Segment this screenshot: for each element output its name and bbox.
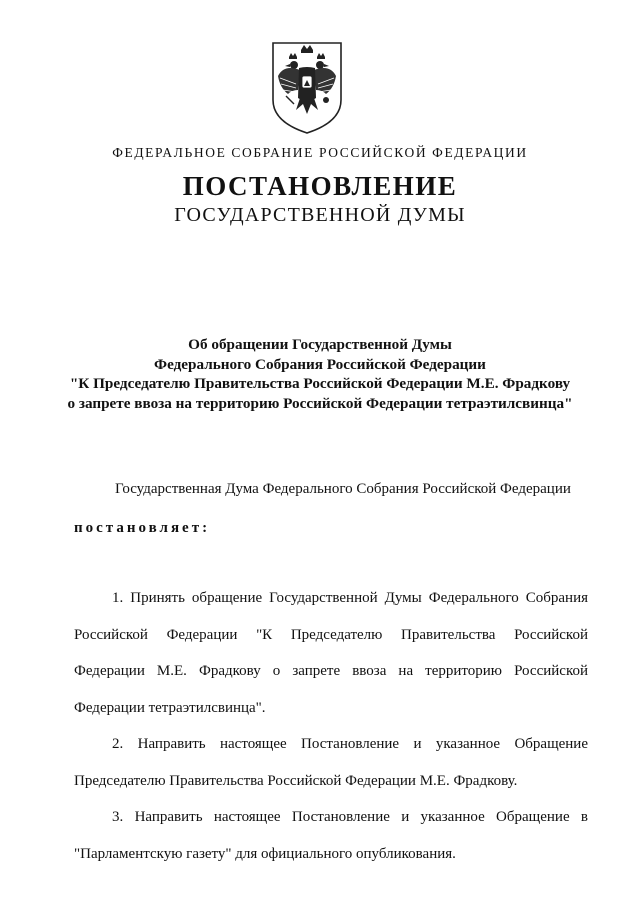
- subject-line: Об обращении Государственной Думы: [188, 336, 452, 353]
- document-subject: [0, 335, 640, 413]
- preamble-text: Государственная Дума Федерального Собрания Российской Федерации: [115, 481, 571, 497]
- resolves-text: постановляет:: [74, 520, 211, 536]
- issuing-body-title: ГОСУДАРСТВЕННОЙ ДУМЫ: [174, 204, 466, 226]
- subject-line: "К Председателю Правительства Российской Федерации М.Е. Фрадкову: [69, 375, 571, 392]
- organization-header: ФЕДЕРАЛЬНОЕ СОБРАНИЕ РОССИЙСКОЙ ФЕДЕРАЦИИ: [112, 145, 528, 160]
- clause-3: 3. Направить настоящее Постановление и указанное Обращение в "Парламентскую газету" для официального опубликования.: [74, 809, 588, 862]
- resolution-clauses: [74, 580, 588, 872]
- subject-line: Федерального Собрания Российской Федерации: [154, 355, 486, 373]
- document-type-title: ПОСТАНОВЛЕНИЕ: [182, 171, 458, 201]
- clause-1: 1. Принять обращение Государственной Думы Федерального Собрания Российской Федерации "К Председателю Правительства Российской Федерации М.Е. Фрадкову о запрете ввоза на территорию Российской Федерации тетраэтилсвинца".: [74, 590, 588, 716]
- coat-of-arms-icon: [270, 40, 344, 136]
- clause-2: 2. Направить настоящее Постановление и указанное Обращение Председателю Правительства Российской Федерации М.Е. Фрадкову.: [74, 736, 588, 789]
- subject-line: о запрете ввоза на территорию Российской Федерации тетраэтилсвинца": [67, 394, 573, 412]
